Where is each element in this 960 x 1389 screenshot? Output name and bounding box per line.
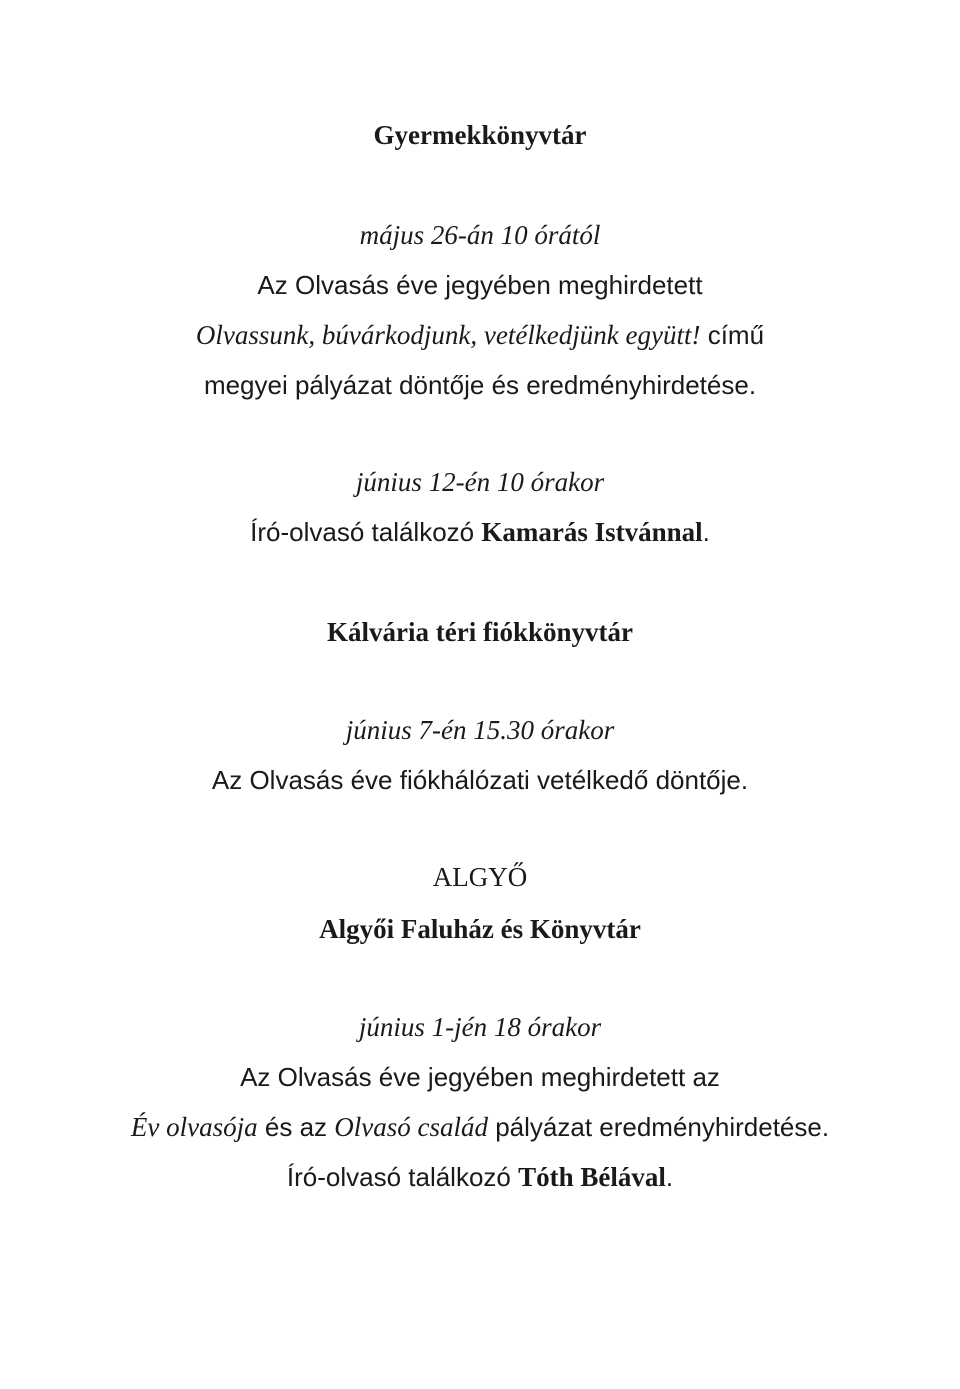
title-suffix: című — [700, 320, 765, 350]
connector-text: és az — [257, 1112, 335, 1142]
section-heading-kalvaria: Kálvária téri fiókkönyvtár — [327, 617, 633, 647]
competition-title: Olvassunk, búvárkodjunk, vetélkedjünk együtt! — [195, 320, 701, 350]
section-heading-gyermekkonyvtar: Gyermekkönyvtár — [373, 120, 587, 150]
event-text: Az Olvasás éve jegyében meghirdetett — [257, 270, 703, 300]
event-titles-line — [0, 1110, 960, 1144]
competition-title: Olvasó család — [334, 1112, 488, 1142]
event-text-line — [0, 1160, 960, 1194]
event-text: megyei pályázat döntője és eredményhirdetése. — [203, 370, 757, 400]
event-date: június 12-én 10 órakor — [355, 467, 605, 497]
event-text-line — [0, 515, 960, 549]
town-heading-algyo: ALGYŐ — [432, 862, 528, 892]
event-text: Az Olvasás éve jegyében meghirdetett az — [240, 1062, 720, 1092]
event-text: Író-olvasó találkozó — [286, 1162, 519, 1192]
guest-name: Kamarás Istvánnal — [481, 517, 703, 547]
event-date: május 26-án 10 órától — [359, 220, 601, 250]
event-text: pályázat eredményhirdetése. — [487, 1112, 830, 1142]
guest-name: Tóth Bélával — [518, 1162, 666, 1192]
event-title-line — [0, 318, 960, 352]
event-text: Író-olvasó találkozó — [250, 517, 482, 547]
period: . — [702, 517, 710, 547]
period: . — [665, 1162, 674, 1192]
event-date: június 1-jén 18 órakor — [358, 1012, 602, 1042]
competition-title: Év olvasója — [130, 1112, 258, 1142]
section-heading-algyoi-faluhaz: Algyői Faluház és Könyvtár — [319, 914, 641, 944]
event-text: Az Olvasás éve fiókhálózati vetélkedő döntője. — [211, 765, 749, 795]
event-date: június 7-én 15.30 órakor — [345, 715, 615, 745]
